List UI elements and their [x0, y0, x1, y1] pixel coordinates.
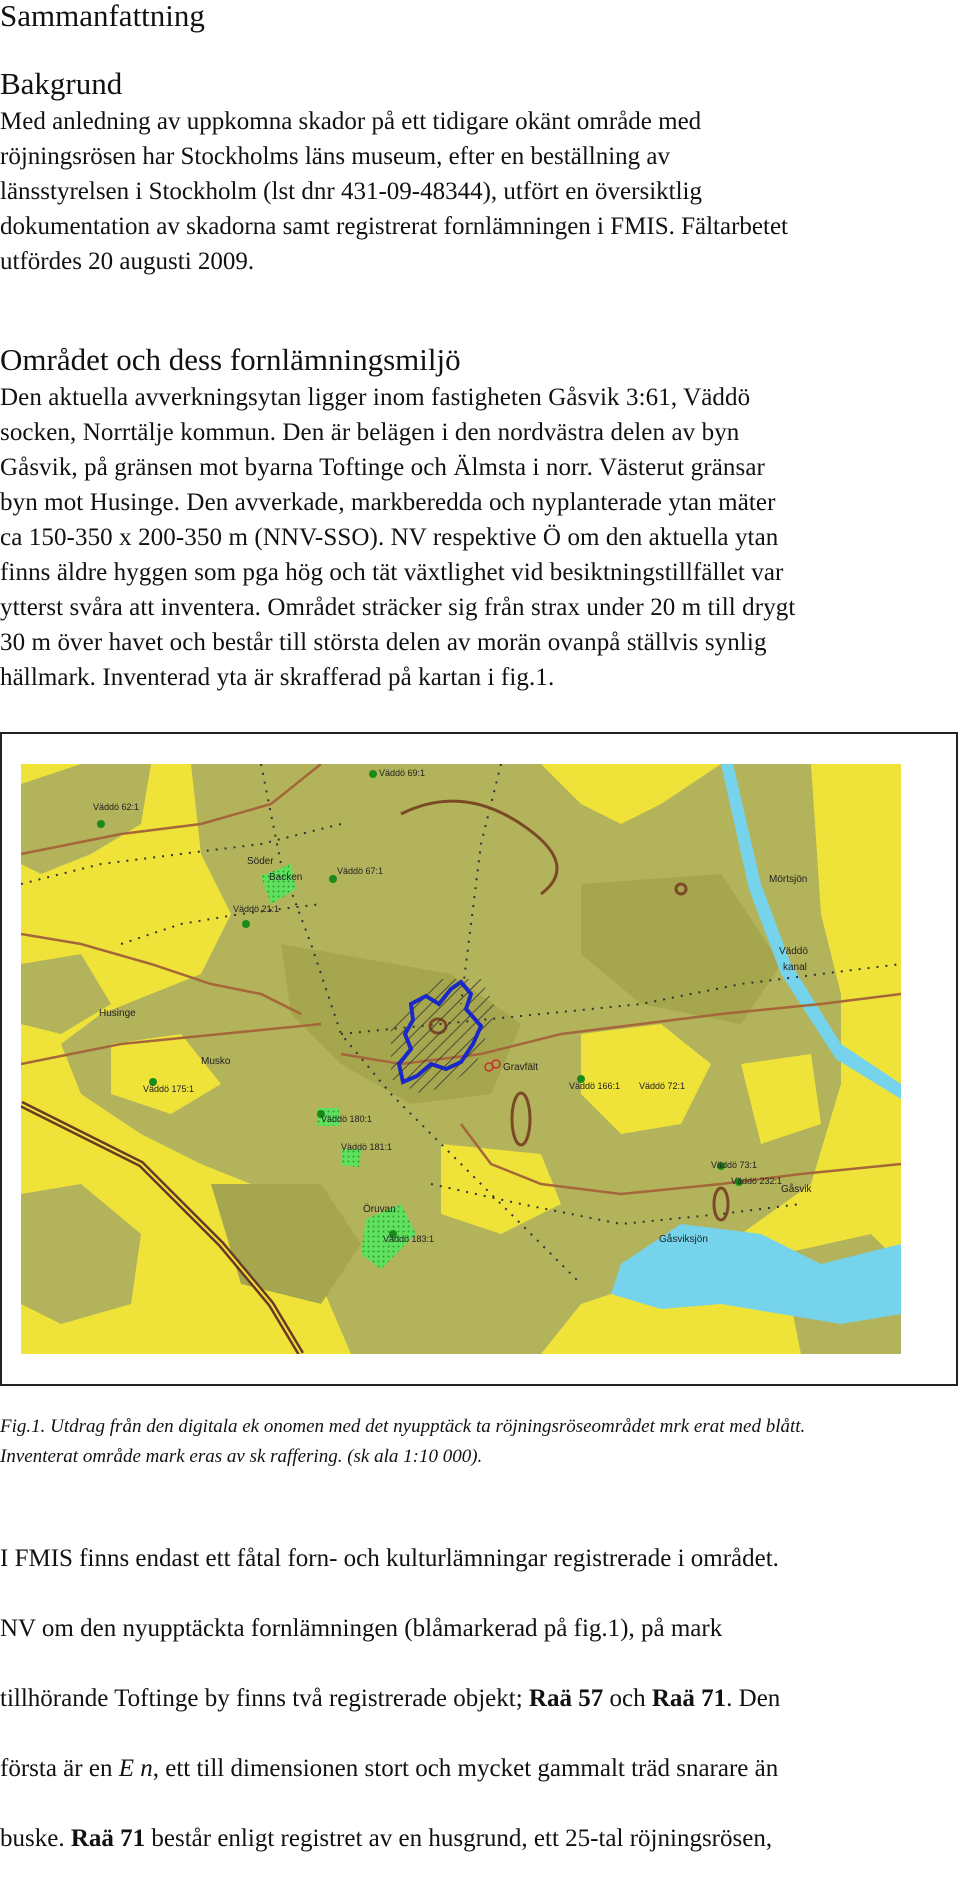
figure-caption-line-2: Inventerat område mark eras av sk raffering. (sk ala 1:10 000). — [0, 1446, 483, 1467]
figure-caption-line-1: Fig.1. Utdrag från den digitala ek onomen med det nyupptäck ta röjningsröseområdet mrk erat med blått. — [0, 1416, 806, 1437]
raa71-reference: Raä 71 — [651, 1685, 727, 1712]
map-label-vaddo-175: Väddö 175:1 — [143, 1084, 195, 1094]
en-term: E n — [118, 1755, 153, 1782]
closing-paragraph — [0, 1506, 958, 1891]
closing-line-3-end: . Den — [726, 1685, 781, 1712]
closing-line-4-text: första är en — [0, 1755, 119, 1782]
closing-line-3-text: tillhörande Toftinge by finns två registrerade objekt; — [0, 1685, 529, 1712]
map-label-musko: Musko — [201, 1056, 231, 1067]
map-label-vaddo-73: Väddö 73:1 — [711, 1160, 758, 1170]
raa71-reference-2: Raä 71 — [70, 1825, 146, 1852]
closing-line-5 — [0, 1821, 958, 1856]
raa57-reference: Raä 57 — [528, 1685, 604, 1712]
map-label-vaddo-21: Väddö 21:1 — [233, 904, 280, 914]
section-text-omradet: Den aktuella avverkningsytan ligger inom fastigheten Gåsvik 3:61, Väddö socken, Norrtälje kommun. Den är belägen i den nordvästra delen av byn Gåsvik, på gränsen mot byarna Toftinge och Älmsta i norr. Västerut gränsar byn mot Husinge. Den avverkade, markberedda och nyplanterade ytan mäter ca 150-350 x 200-350 m (NNV-SSO). NV respektive Ö om den aktuella ytan finns äldre hyggen som pga hög och tät växtlighet vid besiktningstillfället var ytterst svåra att inventera. Området sträcker sig från strax under 20 m till drygt 30 m över havet och består till största delen av morän ovanpå ställvis synlig hällmark. Inventerad yta är skrafferad på kartan i fig.1. — [0, 384, 796, 691]
map-label-vaddo-72: Väddö 72:1 — [639, 1081, 686, 1091]
closing-line-2: NV om den nyupptäckta fornlämningen (blåmarkerad på fig.1), på mark — [0, 1615, 723, 1642]
map-label-soder: Söder — [247, 856, 274, 867]
map-label-oruvan: Öruvan — [363, 1204, 396, 1215]
map-label-vaddo-kanal-2: kanal — [783, 962, 807, 973]
map-label-gasvik: Gåsvik — [781, 1184, 812, 1195]
map-label-vaddo-67: Väddö 67:1 — [337, 866, 384, 876]
map-label-vaddo-180: Väddö 180:1 — [321, 1114, 373, 1124]
closing-och-text: och — [603, 1685, 652, 1712]
closing-line-1: I FMIS finns endast ett fåtal forn- och kulturlämningar registrerade i området. — [0, 1545, 779, 1572]
map-label-gasviksjon: Gåsviksjön — [659, 1234, 708, 1245]
section-heading-omradet: Området och dess fornlämningsmiljö — [0, 342, 461, 377]
closing-line-3 — [0, 1681, 958, 1716]
map-label-vaddo-69: Väddö 69:1 — [379, 768, 426, 778]
closing-line-4-end: , ett till dimensionen stort och mycket gammalt träd snarare än — [152, 1755, 779, 1782]
closing-line-5-text: buske. — [0, 1825, 71, 1852]
map-label-husinge: Husinge — [99, 1008, 136, 1019]
map-image — [21, 764, 901, 1354]
map-label-gravfalt: Gravfält — [503, 1062, 539, 1073]
map-label-vaddo-kanal-1: Väddö — [779, 946, 808, 957]
map-label-vaddo-181: Väddö 181:1 — [341, 1142, 393, 1152]
page-title: Sammanfattning — [0, 0, 205, 33]
map-label-mortsjon: Mörtsjön — [769, 874, 808, 885]
closing-line-4 — [0, 1751, 958, 1786]
map-label-vaddo-232: Väddö 232:1 — [731, 1176, 783, 1186]
map-label-vaddo-183: Väddö 183:1 — [383, 1234, 435, 1244]
map-figure — [0, 732, 958, 1386]
section-heading-bakgrund: Bakgrund — [0, 66, 123, 101]
map-label-backen: Backen — [269, 872, 303, 883]
map-label-vaddo-62: Väddö 62:1 — [93, 802, 140, 812]
map-label-vaddo-166: Väddö 166:1 — [569, 1081, 621, 1091]
figure-caption — [0, 1412, 958, 1472]
section-text-bakgrund: Med anledning av uppkomna skador på ett tidigare okänt område med röjningsrösen har Stockholms läns museum, efter en beställning av länsstyrelsen i Stockholm (lst dnr 431-09-48344), utfört en översiktlig dokumentation av skadorna samt registrerat fornlämningen i FMIS. Fältarbetet utfördes 20 augusti 2009. — [0, 108, 789, 275]
closing-line-5-end: består enligt registret av en husgrund, ett 25-tal röjningsrösen, — [145, 1825, 773, 1852]
